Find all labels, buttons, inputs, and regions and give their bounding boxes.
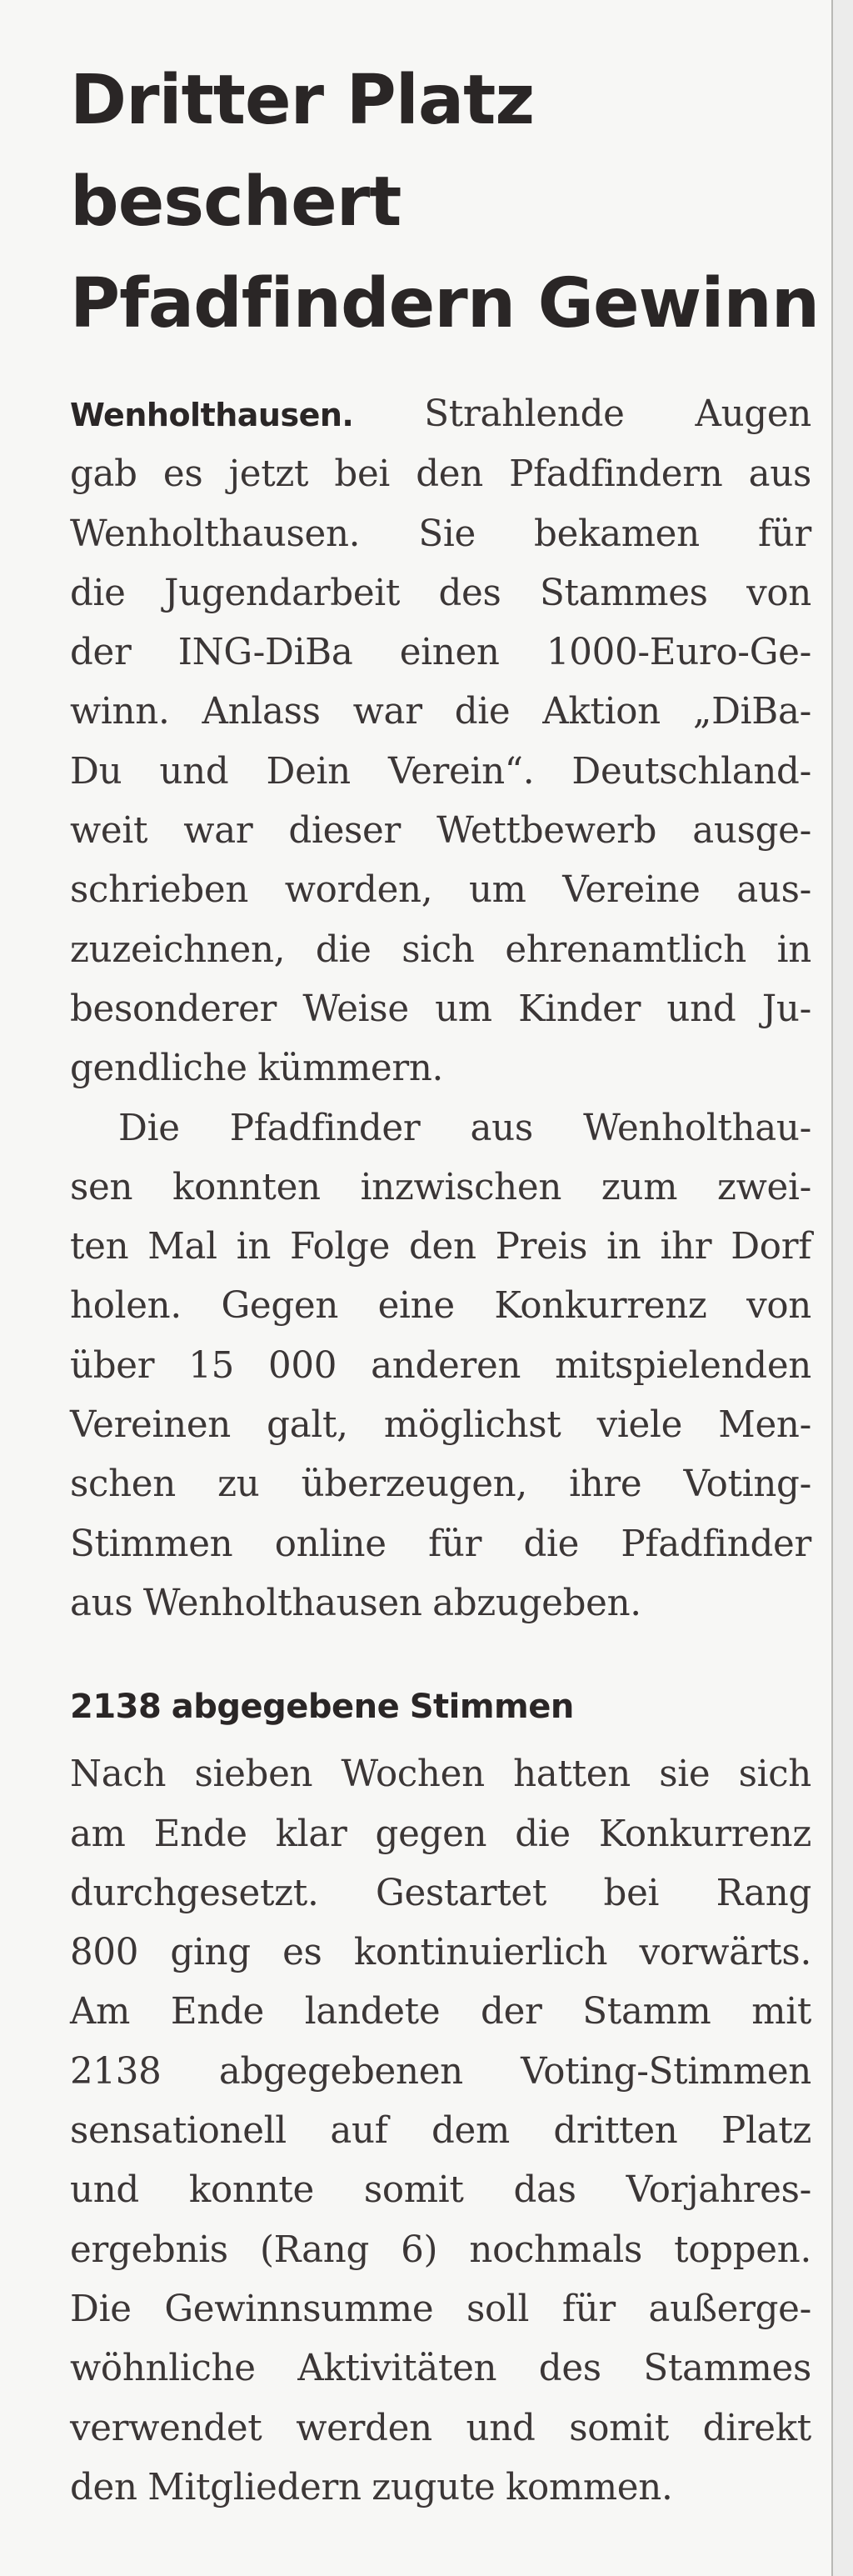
text-line: aus Wenholthausen abzugeben.	[70, 1582, 641, 1624]
text-line: am Ende klar gegen die Konkurrenz	[70, 1813, 811, 1855]
text-line: den Mitgliedern zugute kommen.	[70, 2466, 673, 2508]
text-line: winn. Anlass war die Aktion „DiBa-	[70, 691, 811, 733]
subheading: 2138 abgegebene Stimmen	[70, 1688, 574, 1727]
text-line	[70, 385, 811, 445]
text-line: holen. Gegen eine Konkurrenz von	[70, 1285, 811, 1328]
text-line: gendliche kümmern.	[70, 1048, 444, 1090]
text-line: besonderer Weise um Kinder und Ju-	[70, 988, 811, 1030]
text-line: der ING-DiBa einen 1000-Euro-Ge-	[70, 632, 811, 674]
text-line: wöhnliche Aktivitäten des Stammes	[70, 2348, 811, 2390]
text-line: schrieben worden, um Vereine aus-	[70, 869, 811, 912]
text-line: weit war dieser Wettbewerb ausge-	[70, 810, 811, 853]
dateline: Wenholthausen.	[70, 397, 354, 433]
text-line: gab es jetzt bei den Pfadfindern aus	[70, 453, 811, 496]
headline-line: Dritter Platz	[70, 61, 535, 140]
headline-line: Pfadfindern Gewinn	[70, 264, 820, 343]
paragraph-1	[70, 385, 811, 1099]
text-line: Die Pfadfinder aus Wenholthau-	[118, 1107, 811, 1149]
text-line: sensationell auf dem dritten Platz	[70, 2110, 811, 2153]
text-line: schen zu überzeugen, ihre Voting-	[70, 1463, 811, 1506]
article	[70, 50, 820, 2518]
text-line: Du und Dein Verein“. Deutschland-	[70, 750, 811, 793]
text-line: 2138 abgegebenen Voting-Stimmen	[70, 2050, 811, 2093]
text-line: Stimmen online für die Pfadfinder	[70, 1523, 811, 1565]
text-line: Wenholthausen. Sie bekamen für	[70, 513, 811, 555]
text-line: Die Gewinnsumme soll für außerge-	[70, 2288, 811, 2330]
text-line-segment: Strahlende Augen	[424, 393, 811, 435]
text-line: ten Mal in Folge den Preis in ihr Dorf	[70, 1226, 811, 1268]
text-line: ergebnis (Rang 6) nochmals toppen.	[70, 2228, 811, 2271]
text-line: und konnte somit das Vorjahres-	[70, 2169, 811, 2212]
paragraph-2	[70, 1099, 811, 1634]
text-line: verwendet werden und somit direkt	[70, 2407, 811, 2449]
text-line: sen konnten inzwischen zum zwei-	[70, 1166, 811, 1208]
paragraph-3	[70, 1745, 811, 2518]
text-line: durchgesetzt. Gestartet bei Rang	[70, 1872, 811, 1914]
text-line: zuzeichnen, die sich ehrenamtlich in	[70, 928, 811, 971]
text-line: Vereinen galt, möglichst viele Men-	[70, 1404, 811, 1447]
text-line: über 15 000 anderen mitspielenden	[70, 1344, 811, 1387]
article-body	[70, 385, 811, 2518]
headline-line: beschert	[70, 163, 402, 242]
text-line: Nach sieben Wochen hatten sie sich	[70, 1753, 811, 1796]
text-line: Am Ende landete der Stamm mit	[70, 1991, 811, 2033]
text-line: die Jugendarbeit des Stammes von	[70, 572, 811, 614]
headline	[70, 50, 820, 355]
text-line: 800 ging es kontinuierlich vorwärts.	[70, 1932, 811, 1974]
